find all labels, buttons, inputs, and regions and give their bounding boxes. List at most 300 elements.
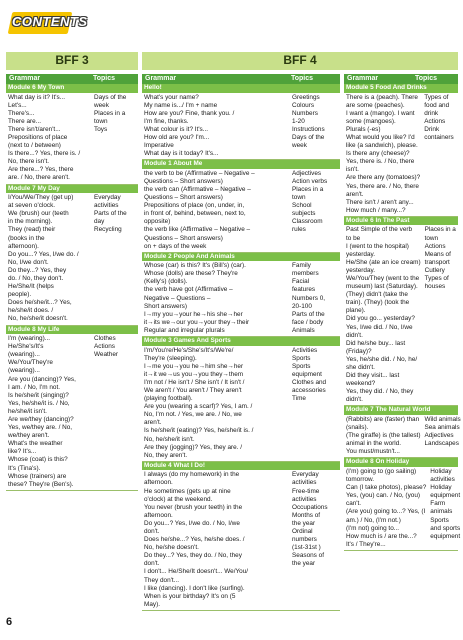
header-grammar: Grammar — [9, 75, 41, 82]
grammar-line: How much / many...? — [346, 206, 406, 214]
grammar-line: No, I'm not. / Yes, we are. / No, we — [144, 411, 242, 419]
topic-line: activities — [430, 476, 455, 484]
grammar-line: she didn't. — [346, 364, 375, 371]
grammar-line: Did he/she buy... last — [346, 339, 406, 347]
grammar-line: yesterday. — [346, 266, 376, 274]
grammar-line: My name is.../ I'm + name — [144, 101, 218, 109]
topic-line: Actions — [424, 117, 446, 125]
grammar-line: We/You/They're — [8, 359, 53, 367]
grammar-line: he/she/it isn't. — [8, 407, 47, 415]
grammar-line: Let's... — [8, 101, 27, 109]
grammar-line: don't. — [144, 560, 160, 568]
module-title: Module 8 My Life — [6, 326, 138, 335]
grammar-line: I'm not / He isn't / She isn't / It isn't / — [144, 378, 245, 386]
topic-line: Colours — [292, 101, 315, 109]
header-grammar: Grammar — [145, 75, 177, 82]
grammar-line: They're (sleeping). — [144, 354, 197, 362]
grammar-line: (next to / between) — [8, 142, 61, 150]
grammar-line: There isn't/aren't... — [8, 125, 61, 133]
grammar-line: don't. — [144, 528, 160, 535]
grammar-line: Do they...? Yes, they — [8, 266, 67, 274]
grammar-line: Is he/she/it (eating)? Yes, he/she/it is. / — [144, 427, 254, 435]
module-section — [6, 334, 138, 491]
grammar-line: Negative – Questions – — [144, 294, 211, 302]
grammar-line: (I'm) going to (go sailing) — [346, 467, 417, 475]
topic-line: Parts of the — [292, 310, 325, 318]
module-topics — [92, 334, 138, 490]
topic-line: animals — [430, 508, 453, 516]
header-topics: Topics — [291, 75, 314, 82]
module-title: Module 7 The Natural World — [344, 406, 458, 415]
grammar-line: like (a sandwich), please. — [346, 142, 418, 150]
grammar-line: May). — [144, 600, 160, 608]
topic-line: Holiday — [430, 484, 452, 492]
grammar-line: I am. / No, I'm not. — [8, 383, 61, 391]
topic-line: Sports — [292, 362, 311, 370]
module-section — [142, 470, 340, 611]
module-topics — [92, 193, 138, 325]
topic-line: Clothes — [94, 335, 116, 343]
grammar-line: am.) / No, (I'm not.) — [346, 516, 401, 524]
module-title: Module 2 People And Animals — [142, 253, 340, 262]
topic-line: activities — [292, 495, 317, 503]
topic-line: School — [292, 202, 312, 210]
grammar-line: There are... — [8, 117, 42, 125]
module-topics — [290, 470, 340, 610]
module-topics — [422, 93, 458, 216]
module-grammar — [344, 225, 423, 405]
grammar-line: We aren't / You aren't / They aren't — [144, 387, 242, 394]
grammar-line: it→it we→us you→you they→them — [144, 370, 244, 378]
grammar-line: afternoon. — [144, 511, 173, 519]
header-topics: Topics — [93, 75, 116, 82]
grammar-line: I like (dancing). I don't like (surfing). — [144, 584, 245, 592]
topic-line: Farm — [430, 500, 446, 508]
topic-line: 1-20 — [292, 117, 305, 125]
grammar-line: Do you...? Yes, I/we do. / — [8, 250, 79, 258]
grammar-line: Are you (dancing)? Yes, — [8, 375, 76, 383]
grammar-line: at seven o'clock. — [8, 202, 56, 210]
topic-line: Actions — [94, 343, 115, 351]
grammar-line: Is he/she/it (singing)? — [8, 391, 69, 399]
bff4-title: BFF 4 — [283, 53, 317, 67]
grammar-line: Yes, he/she did. / No, he/ — [346, 355, 418, 363]
grammar-line: Do you...? Yes, I/we do. / No, I/we — [144, 519, 240, 527]
topic-line: Everyday — [292, 471, 319, 479]
topic-line: features — [292, 286, 316, 294]
module-title: Hello! — [142, 84, 340, 93]
grammar-line: the verb like (Affirmative – Negative – — [144, 226, 251, 234]
header-topics: Topics — [415, 75, 438, 82]
topic-line: day — [94, 218, 105, 226]
grammar-line: like? It's... — [8, 448, 37, 456]
topic-line: equipment — [430, 532, 461, 540]
grammar-line: We (brush) our (teeth — [8, 210, 69, 218]
grammar-line: I always (do my homework) in the — [144, 471, 240, 479]
topic-line: Animals — [292, 326, 315, 334]
topic-line: Adjectives — [292, 169, 322, 177]
grammar-line: They don't... — [144, 576, 179, 584]
grammar-line: didn't. — [346, 331, 363, 339]
topic-line: Instructions — [292, 125, 325, 133]
grammar-line: museum) last (Saturday). — [346, 283, 418, 291]
topic-line: members — [292, 270, 319, 278]
grammar-line: didn't. — [346, 396, 363, 404]
topic-line: week — [292, 142, 307, 150]
grammar-line: isn't. — [346, 166, 359, 174]
topic-line: 20-100 — [292, 302, 312, 310]
bff4-right-column — [344, 74, 461, 551]
grammar-line: What day is it today? It's... — [144, 150, 219, 158]
topic-line: Places in a — [94, 109, 126, 117]
grammar-line: Questions – Short answers) — [144, 194, 223, 202]
grammar-line: (Friday)? — [346, 347, 372, 355]
grammar-line: the verb have got (Affirmative – — [144, 286, 233, 294]
page-number: 6 — [6, 616, 13, 628]
topic-line: Facial — [292, 278, 310, 286]
topic-line: Numbers 0, — [292, 294, 326, 302]
module-grammar — [142, 470, 290, 610]
grammar-line: the verb can (Affirmative – Negative – — [144, 185, 251, 193]
grammar-line: I→my you→your he→his she→her — [144, 310, 243, 318]
grammar-line: What colour is it? It's... — [144, 125, 209, 133]
column-header — [6, 74, 138, 84]
topic-line: equipment — [430, 492, 461, 500]
grammar-line: Is there...? Yes, there is. / — [8, 150, 81, 158]
grammar-line: There's... — [8, 109, 35, 117]
grammar-line: the verb to be (Affirmative – Negative – — [144, 169, 255, 177]
grammar-line: o'clock) at the weekend. — [144, 495, 213, 503]
grammar-line: afternoon). — [8, 242, 39, 250]
topic-line: Sea animals — [424, 424, 460, 432]
topic-line: accessories — [292, 387, 326, 394]
grammar-line: these? They're (Ben's). — [8, 480, 74, 488]
topic-line: Types of — [424, 93, 449, 101]
grammar-line: train). (They) (took the — [346, 299, 410, 307]
grammar-line: What day is it? It's... — [8, 93, 65, 101]
module-topics — [92, 93, 138, 184]
grammar-line: You never (brush your teeth) in the — [144, 503, 243, 511]
grammar-line: (Kelly's) (dolls). — [144, 278, 188, 286]
topic-line: Cutlery — [424, 266, 445, 274]
topic-line: Types of — [424, 274, 449, 282]
topic-line: rules — [292, 226, 306, 234]
grammar-line: We/You/They (went to the — [346, 274, 420, 282]
grammar-line: It's / They're... — [346, 540, 386, 548]
grammar-line: I'm (wearing)... — [8, 335, 51, 343]
grammar-line: (They) didn't (take the — [346, 291, 408, 299]
grammar-line: Whose (dolls) are these? They're — [144, 270, 238, 278]
topic-line: Adjectives — [424, 432, 454, 440]
topic-line: Numbers — [292, 109, 318, 117]
grammar-line: He/She's/It's — [8, 343, 44, 351]
module-section — [344, 467, 461, 551]
module-grammar — [344, 93, 422, 216]
module-title: Module 4 What I Do! — [142, 462, 340, 471]
grammar-line: Prepositions of place (on, under, in, — [144, 202, 245, 210]
grammar-line: he/she/it does. / — [8, 307, 54, 315]
topic-line: Action verbs — [292, 177, 328, 185]
topic-line: Free-time — [292, 487, 320, 495]
grammar-line: They (read) their — [8, 226, 56, 234]
module-title: Module 8 On Holiday — [344, 458, 458, 467]
grammar-line: Yes, we/they are. / No, — [8, 424, 73, 432]
grammar-line: Did you go... yesterday? — [346, 315, 415, 323]
grammar-line: What's your name? — [144, 93, 199, 101]
module-section — [6, 193, 138, 326]
module-grammar — [344, 415, 422, 457]
module-title: Module 7 My Day — [6, 185, 138, 194]
grammar-line: animal in the world. — [346, 440, 402, 448]
grammar-line: Past Simple of the verb — [346, 226, 413, 234]
grammar-line: Are there...? Yes, there — [8, 166, 74, 174]
grammar-line: Whose (car) is this? It's (Bill's) (car). — [144, 262, 246, 270]
topic-line: the year — [292, 560, 316, 568]
topic-line: Toys — [94, 125, 108, 133]
topic-line: Seasons of — [292, 552, 324, 560]
module-title: Module 5 Food And Drinks — [344, 84, 458, 93]
topic-line: Places in a — [424, 226, 456, 234]
grammar-line: No, he/she/it doesn't. — [8, 315, 68, 323]
grammar-line: I want a (mango). I want — [346, 109, 415, 117]
grammar-line: tomorrow. — [346, 476, 375, 484]
grammar-line: weekend? — [346, 380, 376, 388]
topic-line: Weather — [94, 351, 119, 359]
grammar-line: There isn't / aren't any... — [346, 198, 414, 206]
grammar-line: I→me you→you he→him she→her — [144, 362, 244, 370]
grammar-line: I/You/We/They (get up) — [8, 194, 74, 202]
grammar-line: What would you like? I'd — [346, 133, 415, 141]
topic-line: Days of the — [94, 93, 127, 101]
module-section — [344, 415, 461, 458]
grammar-line: He sometimes (gets up at nine — [144, 487, 231, 495]
module-topics — [422, 415, 462, 457]
column-header — [344, 74, 458, 84]
grammar-line: No, he/she doesn't. — [144, 544, 199, 552]
module-section — [142, 346, 340, 462]
grammar-line: Regular and irregular plurals — [144, 326, 225, 334]
topic-line: activities — [292, 479, 317, 487]
module-grammar — [142, 346, 290, 461]
topic-line: containers — [424, 133, 454, 141]
grammar-line: What's the weather — [8, 440, 63, 448]
module-topics — [423, 225, 458, 405]
topic-line: activities — [94, 202, 119, 210]
module-title: Module 3 Games And Sports — [142, 337, 340, 346]
grammar-line: When is your birthday? It's on (5 — [144, 592, 236, 600]
module-topics — [290, 261, 340, 336]
module-grammar — [142, 261, 290, 336]
module-topics — [428, 467, 462, 550]
grammar-line: How old are you? I'm... — [144, 133, 210, 141]
topic-line: (1st-31st ) — [292, 544, 321, 552]
module-title: Module 6 In The Past — [344, 217, 458, 226]
topic-line: and sports — [430, 524, 461, 532]
grammar-line: to be — [346, 234, 361, 242]
module-title: Module 1 About Me — [142, 160, 340, 169]
module-section — [142, 261, 340, 337]
topic-line: Parts of the — [94, 210, 127, 218]
module-section — [142, 169, 340, 253]
grammar-line: Yes, there is. / No, there — [346, 158, 415, 166]
grammar-line: He/She/It (helps — [8, 283, 54, 291]
module-grammar — [142, 169, 290, 252]
grammar-line: aren't. — [144, 419, 162, 427]
grammar-line: No, he/she/it isn't. — [144, 435, 195, 443]
grammar-line: Are you (wearing a scarf)? Yes, I am. / — [144, 403, 253, 411]
grammar-line: No, they aren't. — [144, 451, 188, 459]
grammar-line: Short answers) — [144, 302, 187, 310]
grammar-line: in the morning). — [8, 218, 53, 226]
module-topics — [290, 346, 340, 461]
topic-line: town — [424, 234, 439, 242]
module-topics — [290, 169, 340, 252]
bff3-title: BFF 3 — [55, 53, 89, 67]
grammar-line: opposite) — [144, 218, 171, 226]
grammar-line: on + days of the week — [144, 242, 207, 250]
grammar-line: Yes, there are. / No, there — [346, 182, 419, 190]
topic-line: transport — [424, 258, 450, 266]
topic-line: houses — [424, 283, 446, 291]
grammar-line: He/She (ate an ice cream) — [346, 258, 421, 266]
grammar-line: I'm/You're/He's/She's/It's/We're/ — [144, 346, 234, 354]
topic-line: Wild animals — [424, 415, 461, 423]
grammar-line: are some (peaches). — [346, 101, 405, 109]
module-section — [344, 225, 458, 406]
grammar-line: are. / No, there aren't. — [8, 174, 70, 182]
grammar-line: Imperative — [144, 142, 174, 150]
topic-line: Months of — [292, 511, 321, 519]
grammar-line: people). — [8, 291, 32, 299]
grammar-line: it→its we→our you→your they→their — [144, 318, 250, 326]
grammar-line: (snails). — [346, 424, 369, 432]
grammar-line: Does he/she/it...? Yes, — [8, 299, 72, 307]
grammar-line: Are there any (tomatoes)? — [346, 174, 421, 182]
grammar-line: we/they aren't. — [8, 432, 50, 440]
grammar-line: Did they visit... last — [346, 372, 400, 380]
grammar-line: Is there any (cheese)? — [346, 150, 410, 158]
grammar-line: Can (I take photos), please? — [346, 484, 427, 492]
topic-line: Time — [292, 395, 306, 403]
topic-line: Family — [292, 262, 311, 270]
grammar-line: How are you? Fine, thank you. / — [144, 109, 235, 117]
grammar-line: can't. — [346, 500, 362, 508]
topic-line: Clothes and — [292, 378, 327, 386]
grammar-line: Does he/she...? Yes, he/she does. / — [144, 536, 245, 544]
topic-line: food and — [424, 101, 450, 109]
topic-line: week — [94, 101, 109, 109]
grammar-line: Yes, (you) can. / No, (you) — [346, 492, 420, 500]
grammar-line: Are we/they (dancing)? — [8, 415, 74, 423]
grammar-line: I (went to the hospital) — [346, 242, 409, 250]
grammar-line: (Rabbits) are (faster) than — [346, 415, 420, 423]
header-grammar: Grammar — [347, 75, 379, 82]
topic-line: Actions — [424, 242, 446, 250]
grammar-line: Yes, he/she/it is. / No, — [8, 399, 70, 407]
grammar-line: aren't. — [346, 190, 364, 198]
topic-line: Places in a — [292, 185, 324, 193]
topic-line: Holiday — [430, 467, 452, 475]
grammar-line: yesterday. — [346, 250, 376, 258]
topic-line: Ordinal — [292, 528, 313, 535]
topic-line: town — [292, 194, 306, 202]
topic-line: Landscapes — [424, 440, 459, 448]
contents-title: CONTENTS — [12, 14, 88, 29]
module-grammar — [6, 93, 92, 184]
grammar-line: How much is / are the...? — [346, 532, 417, 540]
grammar-line: Prepositions of place — [8, 133, 68, 141]
grammar-line: in front of, behind, between, next to, — [144, 210, 246, 218]
module-section — [142, 93, 340, 161]
topic-line: Activities — [292, 346, 318, 354]
topic-line: Sports — [292, 354, 311, 362]
grammar-line: Questions – Short answers) — [144, 234, 223, 242]
topic-line: Days of the — [292, 133, 325, 141]
topic-line: the year — [292, 519, 316, 527]
topic-line: Occupations — [292, 503, 328, 511]
module-title: Module 6 My Town — [6, 84, 138, 93]
grammar-line: There is a (peach). There — [346, 93, 418, 101]
grammar-line: Whose (trainers) are — [8, 472, 67, 480]
grammar-line: (The giraffe) is (the tallest) — [346, 432, 421, 440]
module-section — [6, 93, 138, 185]
grammar-line: Are they (jogging)? Yes, they are. / — [144, 443, 243, 451]
grammar-line: (Are you) going to...? Yes, (I — [346, 508, 426, 516]
module-topics — [290, 93, 340, 160]
grammar-line: (books in the — [8, 234, 45, 242]
topic-line: Means of — [424, 250, 451, 258]
topic-line: Sports — [430, 516, 449, 524]
grammar-line: I don't... He/She/It doesn't... We/You/ — [144, 568, 249, 576]
grammar-line: Yes, they did. / No, they — [346, 388, 414, 396]
grammar-line: (I'm not) going to... — [346, 524, 400, 532]
topic-line: town — [94, 117, 108, 125]
module-grammar — [142, 93, 290, 160]
grammar-line: I'm fine, thanks. — [144, 117, 189, 125]
topic-line: subjects — [292, 210, 316, 218]
grammar-line: (wearing)... — [8, 367, 40, 375]
grammar-line: No, I/we don't. — [8, 258, 49, 266]
topic-line: Everyday — [94, 194, 121, 202]
topic-line: Recycling — [94, 226, 122, 234]
grammar-line: Questions – Short answers) — [144, 177, 223, 185]
grammar-line: You must/mustn't... — [346, 448, 400, 456]
grammar-line: No, there isn't. — [8, 158, 50, 166]
topic-line: Drink — [424, 125, 440, 133]
column-header — [142, 74, 340, 84]
grammar-line: Do they...? Yes, they do. / No, they — [144, 552, 242, 560]
topic-line: Classroom — [292, 218, 323, 226]
grammar-line: It's (Tina's). — [8, 464, 41, 472]
module-section — [344, 93, 458, 217]
topic-line: drink — [424, 109, 439, 117]
module-grammar — [6, 193, 92, 325]
module-grammar — [344, 467, 428, 550]
grammar-line: Whose (coat) is this? — [8, 456, 68, 464]
topic-line: face / body — [292, 318, 324, 326]
module-grammar — [6, 334, 92, 490]
bff3-column — [6, 74, 138, 491]
grammar-line: plane). — [346, 307, 366, 315]
grammar-line: afternoon. — [144, 479, 173, 487]
grammar-line: (wearing)... — [8, 351, 40, 359]
bff4-left-column — [142, 74, 340, 611]
topic-line: numbers — [292, 536, 317, 544]
grammar-line: Plurals (-es) — [346, 125, 381, 133]
topic-line: Greetings — [292, 93, 320, 101]
grammar-line: do. / No, they don't. — [8, 274, 64, 282]
grammar-line: (playing football). — [144, 395, 193, 403]
